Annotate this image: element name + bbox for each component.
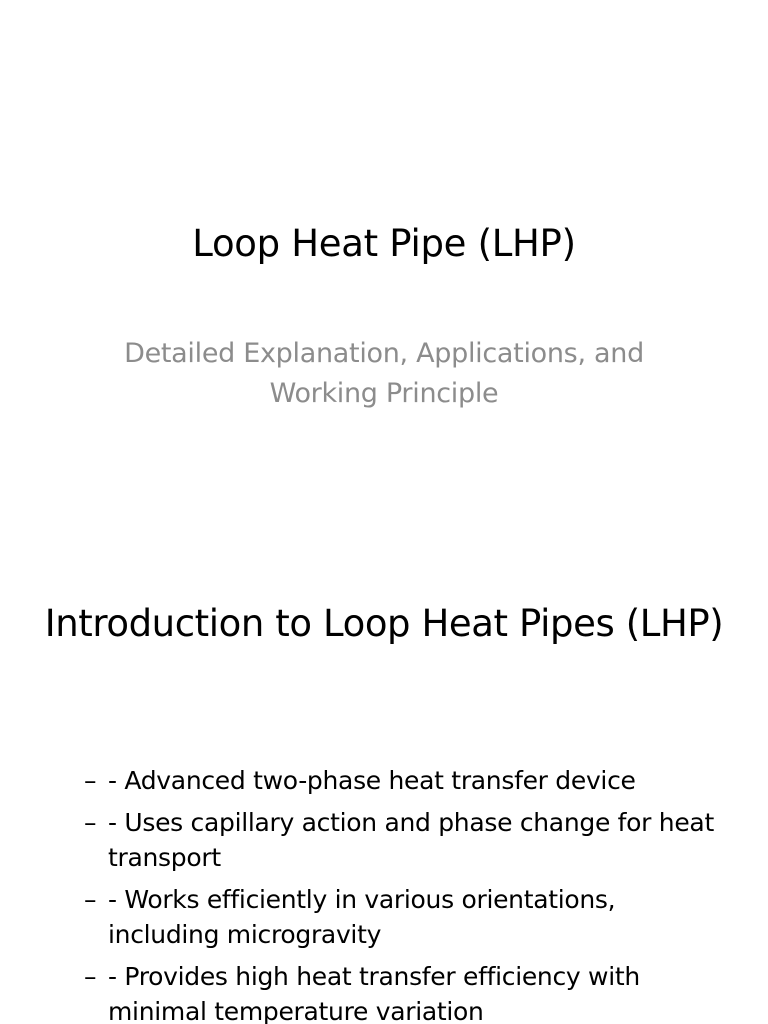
bullet-item [84,805,718,875]
bullet-list [84,763,718,1024]
slide-introduction-heading: Introduction to Loop Heat Pipes (LHP) [44,602,724,645]
bullet-text: - Advanced two-phase heat transfer device [108,766,636,795]
slide-subtitle: Detailed Explanation, Applications, and Working Principle [124,338,644,409]
bullet-item [84,959,718,1024]
bullet-text: - Uses capillary action and phase change for heat transport [108,808,714,872]
bullet-marker: – [84,885,97,914]
bullet-text: - Provides high heat transfer efficiency with minimal temperature variation [108,962,640,1024]
slide-title-heading: Loop Heat Pipe (LHP) [192,222,576,265]
bullet-item [84,882,718,952]
bullet-marker: – [84,808,97,837]
bullet-marker: – [84,766,97,795]
bullet-item [84,763,718,798]
bullet-text: - Works efficiently in various orientations, including microgravity [108,885,616,949]
slide-introduction [0,576,768,1024]
bullet-marker: – [84,962,97,991]
